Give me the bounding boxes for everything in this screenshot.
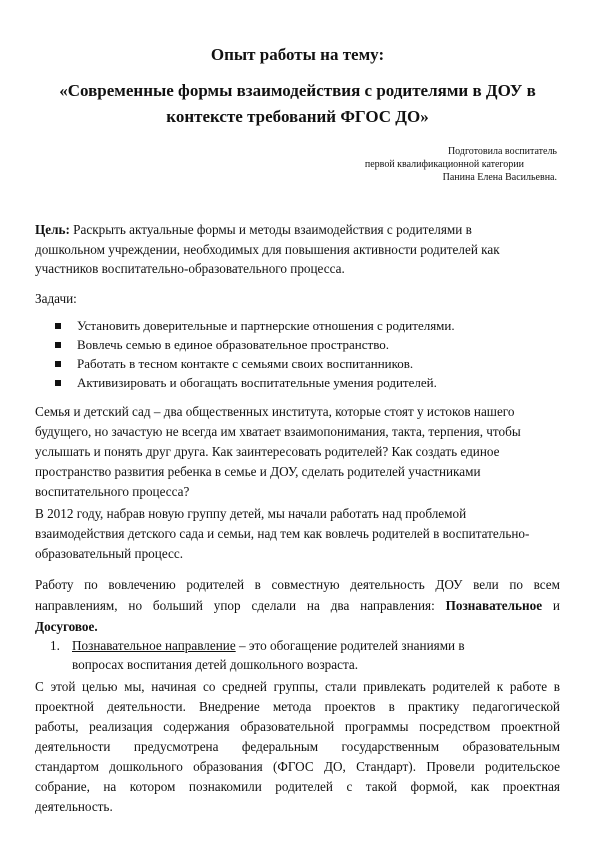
document-title-line-3: контексте требований ФГОС ДО» [166,107,429,126]
paragraph-line: работы, реализация содержания образовательной программы посредством проектной [35,719,560,734]
list-item-text: Активизировать и обогащать воспитательные умения родителей. [77,375,437,390]
paragraph-directions [35,574,560,637]
paragraph-line: деятельности предусмотрена федеральным государственным образовательным [35,739,560,754]
bullet-icon [55,323,61,329]
paragraph-project-activity [35,677,560,817]
bullet-icon [55,361,61,367]
bullet-icon [55,342,61,348]
paragraph-line: образовательный процесс. [35,546,184,561]
paragraph-line: Работу по вовлечению родителей в совместную деятельность ДОУ вели по всем [35,577,560,592]
author-block [365,145,557,184]
numbered-item-1 [50,637,560,674]
list-item [55,316,555,335]
goal-paragraph [35,220,560,279]
paragraph-line: деятельность. [35,799,113,814]
paragraph-line: собрание, на котором познакомили родителей с такой формой, как проектная [35,779,560,794]
paragraph-line: воспитательного процесса? [35,484,190,499]
list-item [55,373,555,392]
tasks-list [55,316,555,392]
paragraph-2012 [35,504,560,564]
author-line-2: первой квалификационной категории [364,159,524,170]
author-line-1: Подготовила воспитатель [447,146,557,157]
goal-label: Цель: [35,222,70,237]
list-item-text: Вовлечь семью в единое образовательное пространство. [77,337,390,352]
numbered-item-text: вопросах воспитания детей дошкольного возраста. [72,656,359,672]
list-number: 1. [50,638,60,653]
paragraph-text: и [542,598,560,613]
paragraph-family-and-kindergarten [35,402,560,502]
tasks-heading: Задачи: [35,291,77,306]
direction-leisure: Досуговое. [35,619,98,634]
paragraph-line: В 2012 году, набрав новую группу детей, мы начали работать над проблемой [35,506,467,521]
paragraph-text: направлениям, но больший упор сделали на два направления: [35,598,446,613]
numbered-item-text: – это обогащение родителей знаниями в [235,638,465,653]
goal-text-line-2: дошкольном учреждении, необходимых для повышения активности родителей как [35,241,500,257]
goal-text-line-3: участников воспитательно-образовательного процесса. [35,261,345,276]
list-item [55,335,555,354]
paragraph-line: стандартом дошкольного образования (ФГОС ДО, Стандарт). Провели родительское [35,759,560,774]
bullet-icon [55,380,61,386]
list-item-text: Установить доверительные и партнерские отношения с родителями. [77,318,455,333]
list-item [55,354,555,373]
paragraph-line: пространство развития ребенка в семье и ДОУ, сделать родителей участниками [35,464,481,479]
direction-cognitive: Познавательное [445,598,543,613]
document-title-line-2: «Современные формы взаимодействия с родителями в ДОУ в [59,81,536,100]
paragraph-line: услышать и понять друг друга. Как заинтересовать родителей? Как создать единое [35,444,500,459]
paragraph-line: С этой целью мы, начиная со средней группы, стали привлекать родителей к работе в [35,679,560,694]
paragraph-line [35,595,560,616]
goal-text-line-1: Раскрыть актуальные формы и методы взаимодействия с родителями в [69,222,472,237]
author-line-3: Панина Елена Васильевна. [442,172,557,183]
cognitive-direction-heading: Познавательное направление [72,638,236,653]
paragraph-line: Семья и детский сад – два общественных института, которые стоят у истоков нашего [35,404,515,419]
document-title-line-1: Опыт работы на тему: [210,45,385,64]
paragraph-line: проектной деятельности. Внедрение метода проектов в практику педагогической [35,699,560,714]
paragraph-line: взаимодействия детского сада и семьи, над тем как вовлечь родителей в воспитательно- [35,526,530,541]
paragraph-line: будущего, но зачастую не всегда им хватает взаимопонимания, такта, терпения, чтобы [35,424,521,439]
list-item-text: Работать в тесном контакте с семьями своих воспитанников. [77,356,414,371]
